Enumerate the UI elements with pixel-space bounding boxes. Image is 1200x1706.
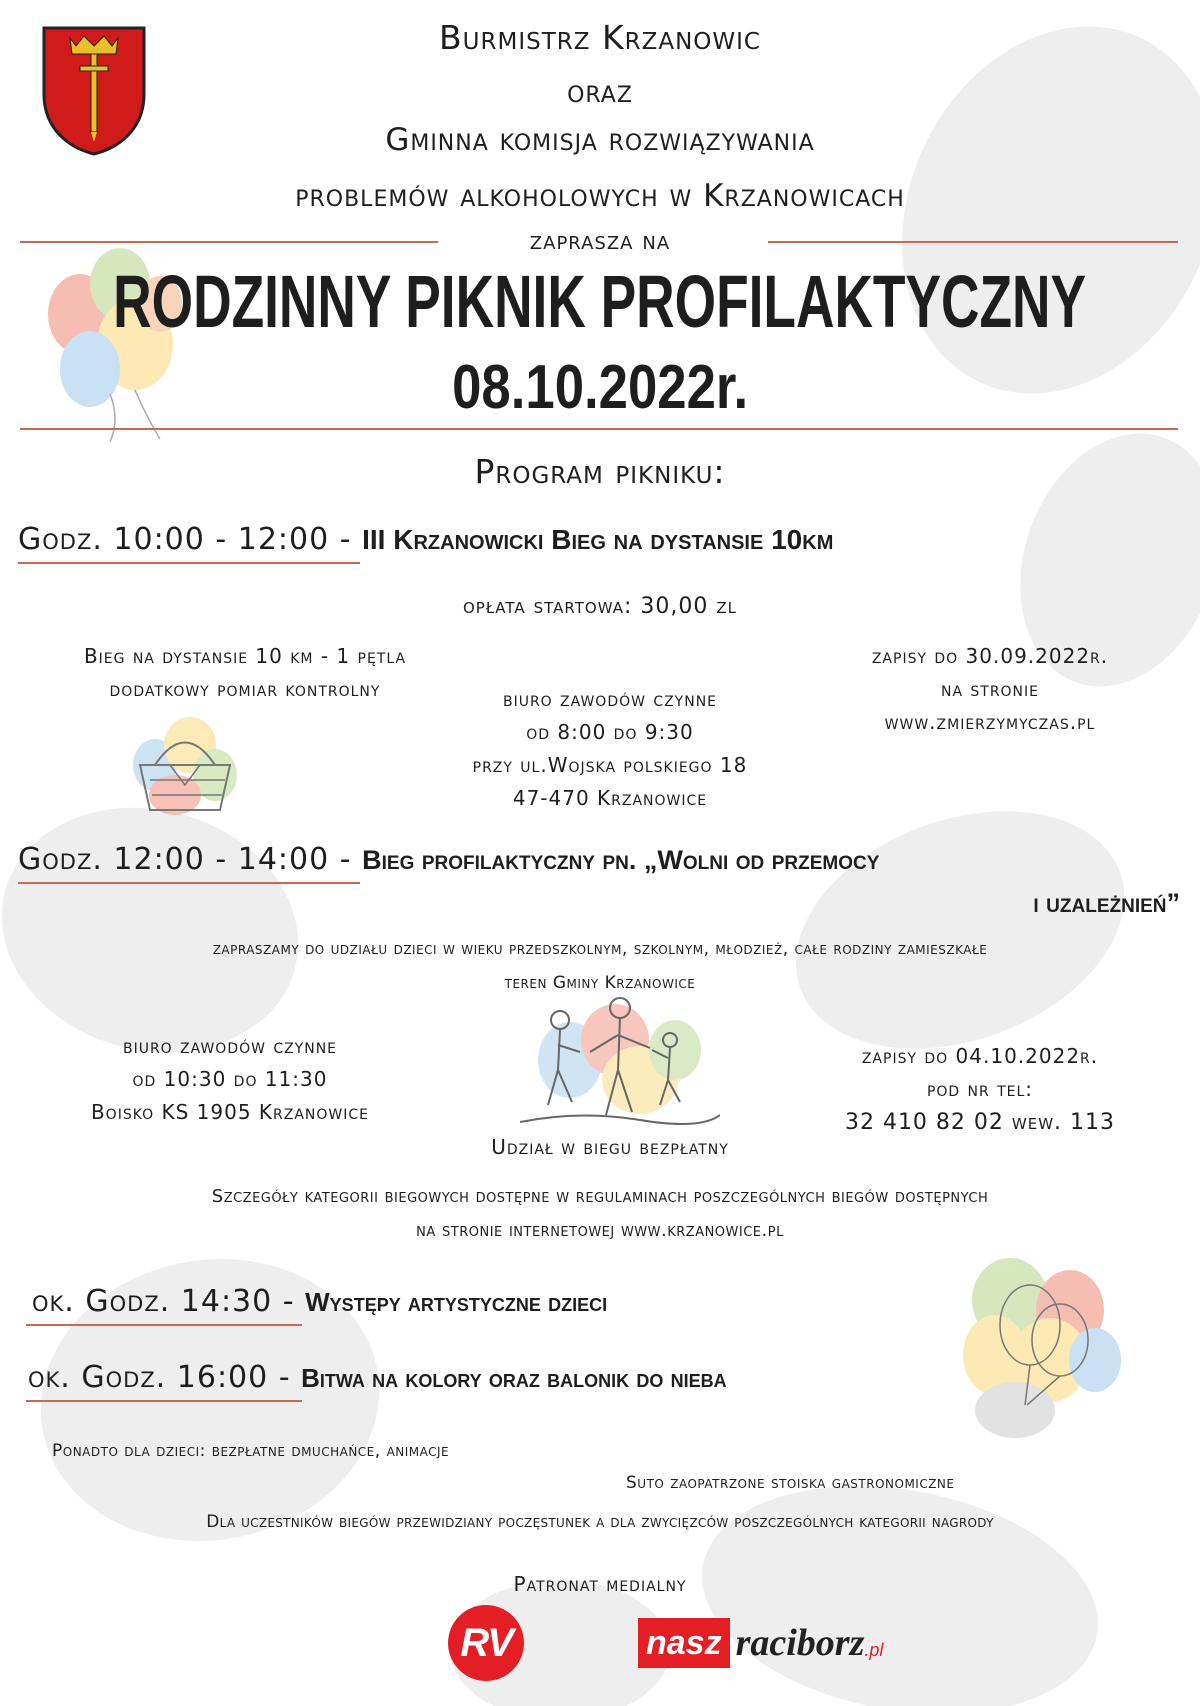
race-info-line: Bieg na dystansie 10 km - 1 pętla	[83, 644, 407, 668]
race-info-line: dodatkowy pomiar kontrolny	[109, 677, 381, 701]
schedule-item-1	[18, 522, 833, 557]
office-info-line: od 8:00 do 9:30	[526, 720, 694, 744]
header-line-4: problemów alkoholowych w Krzanowicach	[295, 178, 905, 214]
food-info: Suto zaopatrzone stoiska gastronomiczne	[626, 1473, 955, 1493]
invitation-line: teren Gminy Krzanowice	[504, 973, 696, 993]
registration-info-line: zapisy do 30.09.2022r.	[871, 644, 1109, 668]
details-line: na stronie internetowej www.krzanowice.pl	[416, 1220, 784, 1241]
schedule-event: Bieg profilaktyczny pn. „Wolni od przemocy	[362, 845, 880, 875]
header-line-5: zaprasza na	[529, 226, 671, 255]
separator: -	[268, 1360, 302, 1395]
logo-raciborz: raciborz	[735, 1622, 865, 1664]
patronage-label: Patronat medialny	[513, 1572, 687, 1596]
nasz-raciborz-logo	[638, 1618, 883, 1668]
title-wrap	[0, 262, 1200, 352]
schedule-time: Godz. 12:00 - 14:00	[18, 842, 330, 877]
schedule-time: Godz. 10:00 - 12:00	[18, 522, 330, 557]
office-info-line: 47-470 Krzanowice	[512, 786, 708, 810]
time-underline	[26, 1400, 302, 1402]
schedule-item-3	[32, 1284, 607, 1319]
registration-info-line: www.zmierzymyczas.pl	[884, 710, 1096, 734]
schedule-event: Występy artystyczne dzieci	[305, 1287, 608, 1317]
details	[0, 1180, 1200, 1248]
free-participation: Udział w biegu bezpłatny	[491, 1135, 729, 1159]
schedule-time: ok. Godz. 14:30	[32, 1284, 273, 1319]
separator: -	[329, 842, 363, 877]
office-info-line: Boisko KS 1905 Krzanowice	[90, 1100, 370, 1124]
registration-info	[790, 640, 1190, 739]
registration-info-line: pod nr tel:	[926, 1077, 1034, 1101]
invitation-line: zapraszamy do udziału dzieci w wieku przedszkolnym, szkolnym, młodzież, całe rodziny zamieszkałe	[212, 939, 988, 959]
schedule-item-4	[28, 1360, 727, 1395]
time-underline	[18, 562, 360, 564]
balloons-icon	[955, 1255, 1125, 1445]
schedule-event: Bitwa na kolory oraz balonik do nieba	[301, 1363, 727, 1393]
radio-logo-text: RV	[460, 1620, 512, 1665]
office-info-line: przy ul.Wojska polskiego 18	[472, 753, 748, 777]
header-line-2: oraz	[567, 74, 633, 110]
registration-info-line: 32 410 82 02 wew. 113	[844, 1110, 1116, 1135]
office-info-2	[20, 1030, 440, 1129]
separator: -	[272, 1284, 306, 1319]
event-title: RODZINNY PIKNIK PROFILAKTYCZNY	[113, 260, 1087, 343]
start-fee: opłata startowa: 30,00 zl	[463, 594, 737, 619]
office-info-line: biuro zawodów czynne	[122, 1034, 338, 1058]
schedule-item-2	[18, 842, 879, 877]
registration-info-2	[780, 1040, 1180, 1139]
divider	[768, 241, 1178, 243]
registration-info-line: zapisy do 04.10.2022r.	[861, 1044, 1099, 1068]
radio-logo	[448, 1605, 524, 1681]
time-underline	[26, 1324, 302, 1326]
office-info-line: biuro zawodów czynne	[502, 687, 718, 711]
schedule-time: ok. Godz. 16:00	[28, 1360, 269, 1395]
logo-nasz: nasz	[638, 1618, 730, 1668]
kids-info: Ponadto dla dzieci: bezpłatne dmuchańce, animacje	[52, 1441, 450, 1461]
header-line-3: Gminna komisja rozwiązywania	[385, 122, 815, 158]
schedule-event-cont: i uzależnień”	[1033, 888, 1180, 918]
prizes-info: Dla uczestników biegów przewidziany poczęstunek a dla zwycięzców poszczególnych kategorii nagrody	[206, 1512, 994, 1532]
picnic-basket-icon	[125, 710, 245, 820]
separator: -	[329, 522, 363, 557]
header-line-1: Burmistrz Krzanowic	[439, 18, 761, 57]
schedule-event: III Krzanowicki Bieg na dystansie 10km	[362, 524, 834, 555]
time-underline	[18, 882, 360, 884]
office-info-line: od 10:30 do 11:30	[132, 1067, 328, 1091]
details-line: Szczegóły kategorii biegowych dostępne w regulaminach poszczególnych biegów dostępnych	[211, 1186, 989, 1207]
divider	[20, 428, 1178, 430]
event-date: 08.10.2022r.	[451, 353, 749, 422]
logo-pl: .pl	[864, 1639, 884, 1660]
date-wrap	[0, 352, 1200, 432]
registration-info-line: na stronie	[940, 677, 1040, 701]
office-info	[390, 683, 830, 815]
program-heading: Program pikniku:	[474, 452, 726, 491]
family-running-icon	[520, 990, 720, 1130]
